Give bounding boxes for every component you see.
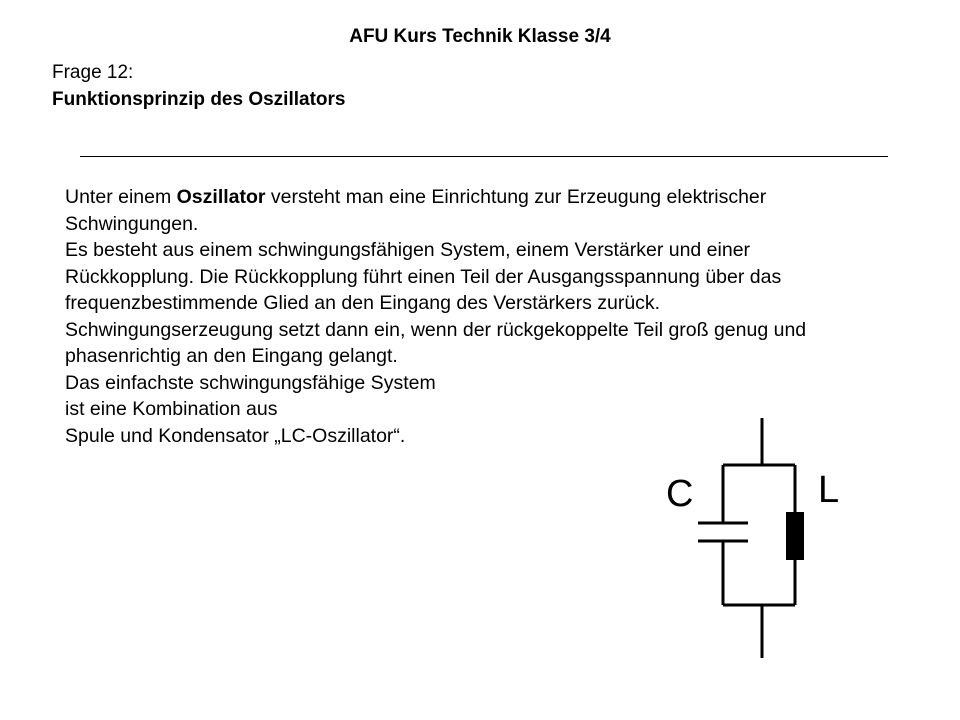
question-topic: Funktionsprinzip des Oszillators: [52, 89, 346, 110]
definition-suffix: versteht man eine Einrichtung zur Erzeugung elektrischer Schwingungen.: [65, 186, 767, 235]
paragraph-lc-line1: Das einfachste schwingungsfähige System: [65, 371, 436, 394]
paragraph-structure: Es besteht aus einem schwingungsfähigen System, einem Verstärker und einer Rückkopplung. Die Rückkopplung führt einen Teil der Ausgangsspannung über das frequenzbestimmende Glied an den Eingang des Verstärkers zurück. Schwingungserzeugung setzt dann ein, wenn der rückgekoppelte Teil groß genug und phasenrichtig an den Eingang gelangt.: [65, 239, 807, 367]
definition-prefix: Unter einem: [65, 186, 177, 208]
question-number: Frage 12:: [52, 62, 134, 83]
capacitor-label: C: [666, 473, 694, 515]
page-title: AFU Kurs Technik Klasse 3/4: [349, 26, 611, 47]
inductor-label: L: [818, 469, 840, 511]
paragraph-lc-line3: Spule und Kondensator „LC-Oszillator“.: [65, 424, 406, 447]
keyword-oszillator: Oszillator: [176, 186, 266, 208]
circuit-wires: [698, 418, 795, 658]
paragraph-lc-line2: ist eine Kombination aus: [65, 398, 278, 420]
inductor-body: [786, 512, 804, 560]
